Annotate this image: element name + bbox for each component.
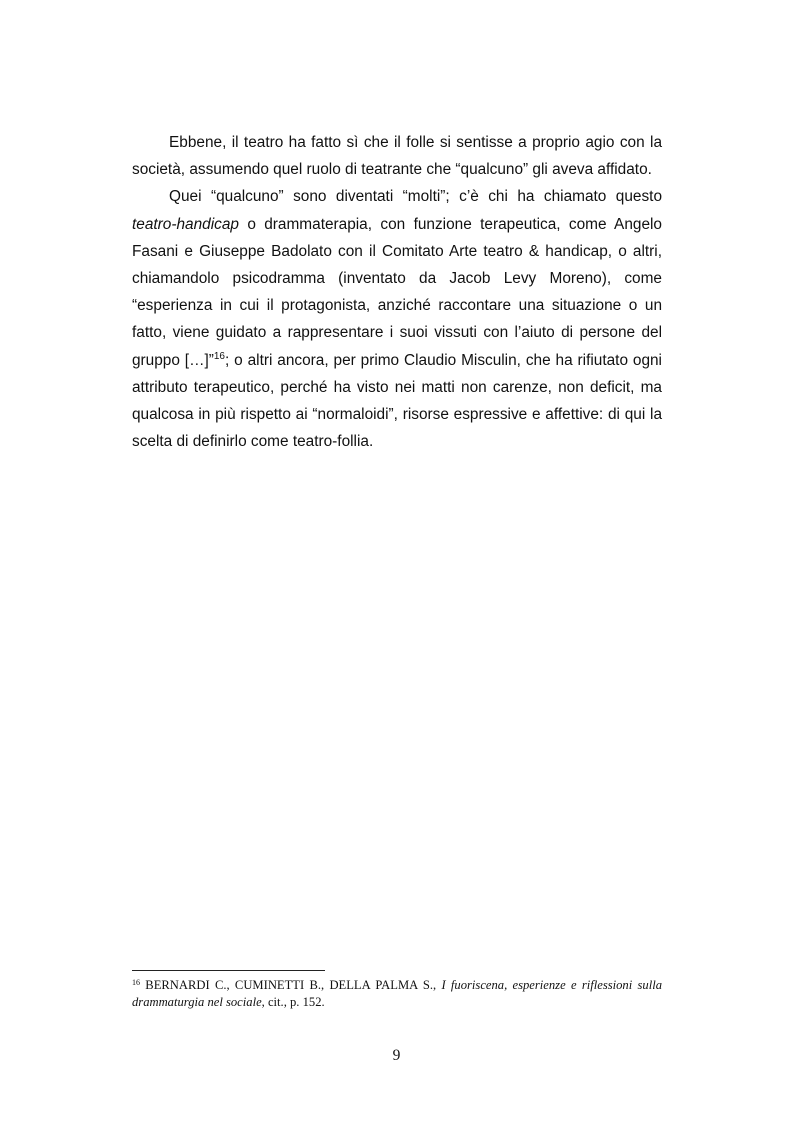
footnote-citation: , cit., p. 152. (261, 995, 325, 1009)
paragraph-1-text: Ebbene, il teatro ha fatto sì che il folle si sentisse a proprio agio con la società, assumendo quel ruolo di teatrante che “qualcuno” gli aveva affidato. (132, 134, 662, 179)
paragraph-2-text-a: Quei “qualcuno” sono diventati “molti”; c’è chi ha chiamato questo (169, 188, 662, 206)
paragraph-2-text-c: ; o altri ancora, per primo Claudio Misculin, che ha rifiutato ogni attributo terapeutico, perché ha visto nei matti non carenze, non deficit, ma qualcosa in più rispetto ai “normaloidi”, risorse espressive e affettive: di qui la scelta di definirlo come teatro-follia. (132, 351, 662, 451)
page-number: 9 (392, 1047, 401, 1064)
footnote-authors: BERNARDI C., CUMINETTI B., DELLA PALMA S., (140, 978, 442, 992)
footnote-title: I fuoriscena, esperienze e riflessioni sulla drammaturgia nel sociale (132, 978, 663, 1009)
paragraph-2 (132, 183, 662, 455)
footnote-number: 16 (132, 978, 140, 987)
footnote-reference[interactable]: 16 (213, 350, 225, 362)
paragraph-2-text-b: o drammaterapia, con funzione terapeutica, come Angelo Fasani e Giuseppe Badolato con il Comitato Arte teatro & handicap, o altri, chiamandolo psicodramma (inventato da Jacob Levy Moreno), come “esperienza in cui il protagonista, anziché raccontare una situazione o un fatto, viene guidato a rappresentare i suoi vissuti con l’aiuto di persone del gruppo […]” (132, 215, 662, 369)
italic-term: teatro-handicap (132, 215, 239, 233)
footnote (132, 977, 662, 1011)
body-text (132, 129, 662, 455)
paragraph-1 (132, 129, 662, 183)
footnote-separator (132, 970, 325, 971)
